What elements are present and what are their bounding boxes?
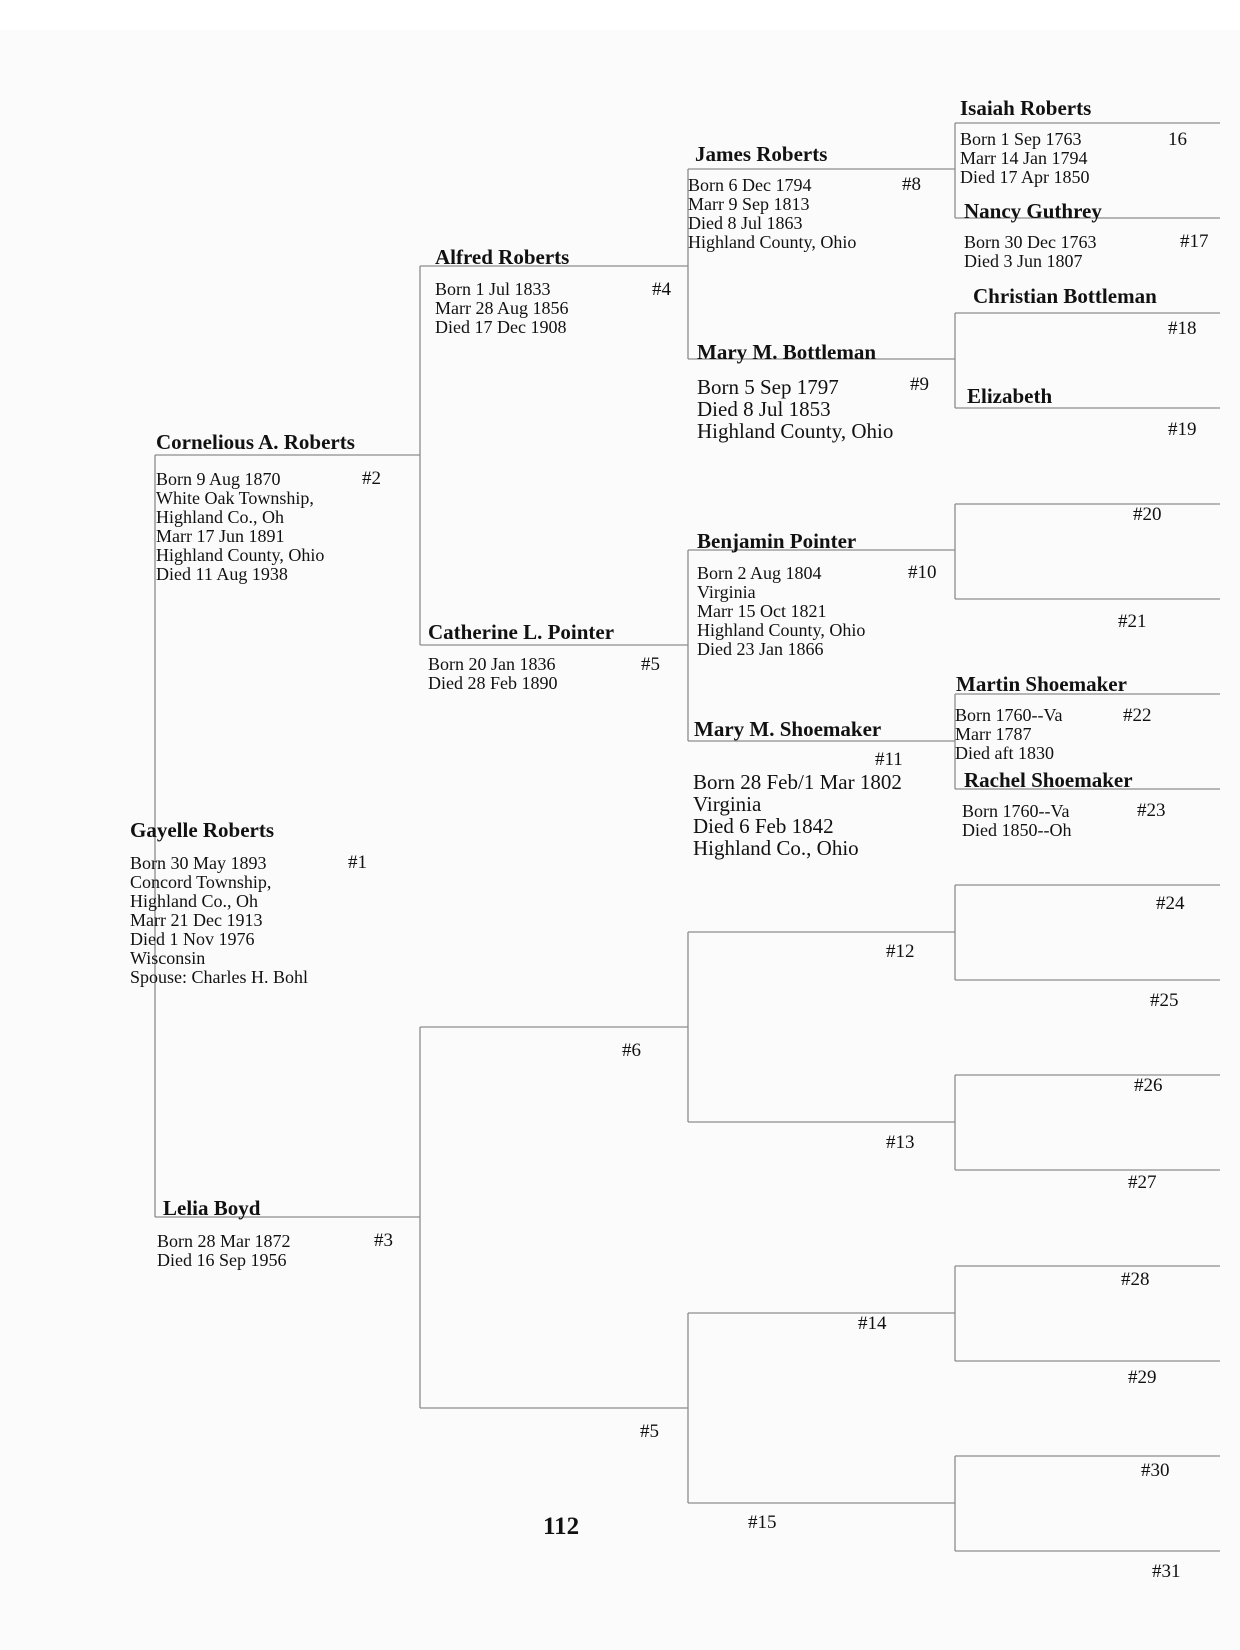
detail-line: Died 23 Jan 1866 xyxy=(697,639,824,659)
person-14-number: #14 xyxy=(858,1313,887,1334)
person-20-number: #20 xyxy=(1133,504,1162,525)
person-4-number: #4 xyxy=(652,279,671,300)
detail-line: Died 17 Dec 1908 xyxy=(435,317,567,337)
person-23-details xyxy=(962,802,1071,840)
person-17-name: Nancy Guthrey xyxy=(964,199,1102,223)
person-10-name: Benjamin Pointer xyxy=(697,529,857,553)
person-2-number: #2 xyxy=(362,468,381,489)
detail-line: Wisconsin xyxy=(130,948,206,968)
detail-line: Born 28 Feb/1 Mar 1802 xyxy=(693,770,902,794)
detail-line: White Oak Township, xyxy=(156,488,314,508)
person-21-number: #21 xyxy=(1118,611,1147,632)
person-10-number: #10 xyxy=(908,562,937,583)
detail-line: Died 3 Jun 1807 xyxy=(964,251,1083,271)
detail-line: Highland County, Ohio xyxy=(688,232,857,252)
person-18-number: #18 xyxy=(1168,318,1197,339)
detail-line: Highland Co., Oh xyxy=(156,507,284,527)
detail-line: Born 20 Jan 1836 xyxy=(428,654,556,674)
detail-line: Born 6 Dec 1794 xyxy=(688,175,812,195)
person-8-name: James Roberts xyxy=(695,142,828,166)
person-13-number: #13 xyxy=(886,1132,915,1153)
person-6-number: #6 xyxy=(622,1040,641,1061)
person-2-details xyxy=(156,470,324,584)
detail-line: Born 9 Aug 1870 xyxy=(156,469,281,489)
page-number: 112 xyxy=(543,1513,580,1540)
detail-line: Marr 1787 xyxy=(955,724,1032,744)
detail-line: Virginia xyxy=(697,582,756,602)
detail-line: Died 6 Feb 1842 xyxy=(693,814,834,838)
person-5-details xyxy=(428,655,558,693)
person-22-number: #22 xyxy=(1123,705,1152,726)
detail-line: Spouse: Charles H. Bohl xyxy=(130,967,308,987)
person-23-name: Rachel Shoemaker xyxy=(964,768,1133,792)
person-31-number: #31 xyxy=(1152,1561,1181,1582)
person-16-details xyxy=(960,130,1090,187)
person-18-name: Christian Bottleman xyxy=(973,284,1157,308)
person-7-number: #5 xyxy=(640,1421,659,1442)
detail-line: Died aft 1830 xyxy=(955,743,1054,763)
person-5-name: Catherine L. Pointer xyxy=(428,620,615,644)
person-10-details xyxy=(697,564,865,659)
person-1-details xyxy=(130,854,308,987)
detail-line: Born 1 Sep 1763 xyxy=(960,129,1082,149)
person-26-number: #26 xyxy=(1134,1075,1163,1096)
detail-line: Born 1760--Va xyxy=(962,801,1070,821)
detail-line: Highland County, Ohio xyxy=(156,545,325,565)
person-8-details xyxy=(688,176,856,252)
detail-line: Marr 21 Dec 1913 xyxy=(130,910,263,930)
detail-line: Died 1850--Oh xyxy=(962,820,1072,840)
detail-line: Highland County, Ohio xyxy=(697,620,866,640)
detail-line: Born 28 Mar 1872 xyxy=(157,1231,291,1251)
detail-line: Born 30 Dec 1763 xyxy=(964,232,1097,252)
person-9-details xyxy=(697,376,893,442)
detail-line: Died 11 Aug 1938 xyxy=(156,564,288,584)
detail-line: Highland Co., Ohio xyxy=(693,836,859,860)
person-25-number: #25 xyxy=(1150,990,1179,1011)
person-1-number: #1 xyxy=(348,852,367,873)
person-30-number: #30 xyxy=(1141,1460,1170,1481)
person-27-number: #27 xyxy=(1128,1172,1157,1193)
person-1-name: Gayelle Roberts xyxy=(130,818,275,842)
person-9-number: #9 xyxy=(910,374,929,395)
person-4-details xyxy=(435,280,569,337)
detail-line: Concord Township, xyxy=(130,872,272,892)
detail-line: Born 5 Sep 1797 xyxy=(697,375,839,399)
person-16-number: 16 xyxy=(1168,129,1187,150)
person-12-number: #12 xyxy=(886,941,915,962)
person-8-number: #8 xyxy=(902,174,921,195)
person-24-number: #24 xyxy=(1156,893,1185,914)
detail-line: Marr 9 Sep 1813 xyxy=(688,194,810,214)
detail-line: Highland County, Ohio xyxy=(697,419,894,443)
person-28-number: #28 xyxy=(1121,1269,1150,1290)
detail-line: Born 1 Jul 1833 xyxy=(435,279,551,299)
person-19-name: Elizabeth xyxy=(967,384,1053,408)
detail-line: Marr 14 Jan 1794 xyxy=(960,148,1088,168)
person-2-name: Cornelious A. Roberts xyxy=(156,430,355,454)
detail-line: Died 1 Nov 1976 xyxy=(130,929,255,949)
detail-line: Marr 15 Oct 1821 xyxy=(697,601,827,621)
detail-line: Died 17 Apr 1850 xyxy=(960,167,1090,187)
person-19-number: #19 xyxy=(1168,419,1197,440)
detail-line: Born 1760--Va xyxy=(955,705,1063,725)
person-22-name: Martin Shoemaker xyxy=(956,672,1127,696)
person-15-number: #15 xyxy=(748,1512,777,1533)
person-23-number: #23 xyxy=(1137,800,1166,821)
detail-line: Died 8 Jul 1853 xyxy=(697,397,831,421)
person-3-number: #3 xyxy=(374,1230,393,1251)
person-3-name: Lelia Boyd xyxy=(163,1196,261,1220)
person-9-name: Mary M. Bottleman xyxy=(697,340,877,364)
person-11-details xyxy=(693,771,902,859)
detail-line: Highland Co., Oh xyxy=(130,891,258,911)
person-11-number: #11 xyxy=(875,749,903,770)
detail-line: Marr 17 Jun 1891 xyxy=(156,526,285,546)
person-17-number: #17 xyxy=(1180,231,1209,252)
person-29-number: #29 xyxy=(1128,1367,1157,1388)
person-17-details xyxy=(964,233,1096,271)
detail-line: Died 8 Jul 1863 xyxy=(688,213,803,233)
person-4-name: Alfred Roberts xyxy=(435,245,570,269)
detail-line: Marr 28 Aug 1856 xyxy=(435,298,569,318)
detail-line: Died 28 Feb 1890 xyxy=(428,673,558,693)
detail-line: Virginia xyxy=(693,792,762,816)
person-22-details xyxy=(955,706,1062,763)
detail-line: Born 30 May 1893 xyxy=(130,853,267,873)
detail-line: Born 2 Aug 1804 xyxy=(697,563,822,583)
person-5-number: #5 xyxy=(641,654,660,675)
person-16-name: Isaiah Roberts xyxy=(960,96,1092,120)
detail-line: Died 16 Sep 1956 xyxy=(157,1250,287,1270)
person-3-details xyxy=(157,1232,291,1270)
person-11-name: Mary M. Shoemaker xyxy=(694,717,882,741)
